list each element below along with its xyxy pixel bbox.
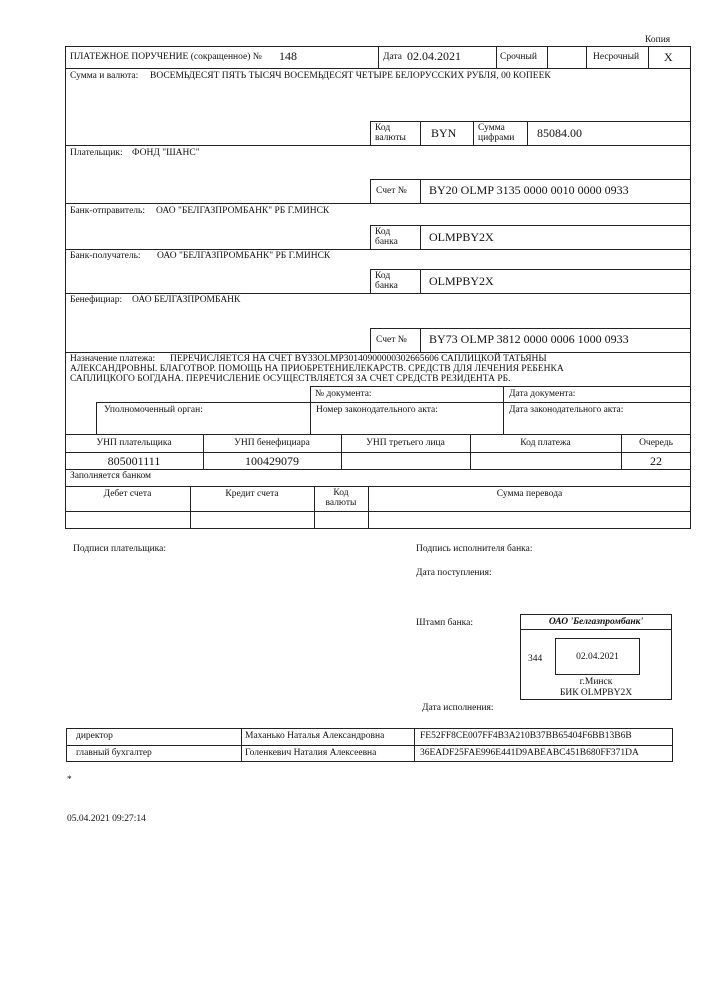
sender-bank-label: Банк-отправитель: <box>70 206 146 216</box>
non-urgent-label: Несрочный <box>593 52 640 62</box>
footnote-asterisk: * <box>67 775 72 785</box>
order-number: 148 <box>279 49 297 63</box>
sender-bank-code-label: Код банка <box>375 227 398 247</box>
receiver-bank-code-label: Код банка <box>375 271 398 291</box>
date-label: Дата <box>383 52 402 62</box>
transfer-sum-label: Сумма перевода <box>496 489 563 499</box>
purpose-line-3: САПЛИЦКОГО БОГДАНА. ПЕРЕЧИСЛЕНИЕ ОСУЩЕСТВЛЯЕТСЯ ЗА СЧЕТ СРЕДСТВ РЕЗИДЕНТА РБ. <box>70 374 511 384</box>
amount-label: Сумма и валюта: <box>70 71 139 81</box>
order-date: 02.04.2021 <box>407 49 461 63</box>
form-title: ПЛАТЕЖНОЕ ПОРУЧЕНИЕ (сокращенное) № <box>70 52 262 62</box>
currency-code-label: Код валюты <box>375 123 406 143</box>
urgent-label: Срочный <box>500 52 537 62</box>
amount-in-words: ВОСЕМЬДЕСЯТ ПЯТЬ ТЫСЯЧ ВОСЕМЬДЕСЯТ ЧЕТЫРЕ БЕЛОРУССКИХ РУБЛЯ, 00 КОПЕЕК <box>150 71 551 81</box>
receiver-bank-code: OLMPBY2X <box>429 274 494 288</box>
queue-label: Очередь <box>639 438 673 448</box>
act-number-label: Номер законодательного акта: <box>316 405 438 415</box>
receiver-bank-label: Банк-получатель: <box>70 251 141 261</box>
stamp-branch: 344 <box>528 654 543 664</box>
stamp-city: г.Минск <box>579 677 613 687</box>
payer-account-label: Счет № <box>376 186 407 196</box>
authority-label: Уполномоченный орган: <box>104 405 203 415</box>
purpose-label: Назначение платежа: <box>70 354 156 364</box>
non-urgent-mark: X <box>664 50 673 64</box>
doc-number-label: № документа: <box>315 389 372 399</box>
payment-code-label: Код платежа <box>520 438 571 448</box>
sum-digits: 85084.00 <box>537 126 582 140</box>
signer-role: главный бухгалтер <box>76 748 152 758</box>
payer-name: ФОНД "ШАНС" <box>132 148 200 158</box>
execution-date-label: Дата исполнения: <box>422 703 494 713</box>
signer-role: директор <box>76 731 113 741</box>
credit-label: Кредит счета <box>225 489 279 499</box>
receiver-bank-name: ОАО "БЕЛГАЗПРОМБАНК" РБ Г.МИНСК <box>157 251 331 261</box>
purpose-line-2: АЛЕКСАНДРОВНЫ. БЛАГОТВОР. ПОМОЩЬ НА ПРИОБРЕТЕНИЕЛЕКАРСТВ. СРЕДСТВ ДЛЯ ЛЕЧЕНИЯ РЕБЕНКА <box>70 364 564 374</box>
currency-code: BYN <box>431 126 457 140</box>
copy-label: Копия <box>645 35 671 45</box>
signer-name: Маханько Наталья Александровна <box>245 731 385 741</box>
beneficiary-unp: 100429079 <box>245 454 299 468</box>
queue-value: 22 <box>650 454 662 468</box>
bank-executor-signature-label: Подпись исполнителя банка: <box>416 544 533 554</box>
signer-hash: 36EADF25FAE996E441D9ABEABC451B680FF371DA <box>420 748 639 758</box>
sum-digits-label: Сумма цифрами <box>478 123 515 143</box>
payer-unp: 805001111 <box>107 454 161 468</box>
act-date-label: Дата законодательного акта: <box>509 405 624 415</box>
payer-signatures-label: Подписи плательщика: <box>73 544 166 554</box>
bank-section-label: Заполняется банком <box>70 471 152 481</box>
stamp-bank-name: ОАО 'Белгазпромбанк' <box>548 617 644 627</box>
beneficiary-account-label: Счет № <box>376 335 407 345</box>
print-timestamp: 05.04.2021 09:27:14 <box>67 814 146 824</box>
doc-date-label: Дата документа: <box>509 389 576 399</box>
receipt-date-label: Дата поступления: <box>416 568 492 578</box>
sender-bank-name: ОАО "БЕЛГАЗПРОМБАНК" РБ Г.МИНСК <box>156 206 330 216</box>
signer-hash: FE52FF8CE007FF4B3A210B37BB65404F6BB13B6B <box>420 731 632 741</box>
beneficiary-label: Бенефициар: <box>70 295 123 305</box>
beneficiary-name: ОАО БЕЛГАЗПРОМБАНК <box>132 295 241 305</box>
stamp-bic: БИК OLMPBY2X <box>559 688 633 698</box>
payer-label: Плательщик: <box>70 148 123 158</box>
payer-account: BY20 OLMP 3135 0000 0010 0000 0933 <box>429 183 629 197</box>
beneficiary-unp-label: УНП бенефициара <box>234 438 310 448</box>
purpose-line-1: ПЕРЕЧИСЛЯЕТСЯ НА СЧЕТ BY33OLMP30140900000302665606 САПЛИЦКОЙ ТАТЬЯНЫ <box>170 354 547 364</box>
signer-name: Голенкевич Наталия Алексеевна <box>245 748 377 758</box>
third-party-unp-label: УНП третьего лица <box>366 438 445 448</box>
stamp-date: 02.04.2021 <box>576 652 619 662</box>
bank-currency-code-label: Код валюты <box>325 488 357 508</box>
beneficiary-account: BY73 OLMP 3812 0000 0006 1000 0933 <box>429 332 629 346</box>
sender-bank-code: OLMPBY2X <box>429 230 494 244</box>
debit-label: Дебет счета <box>103 489 152 499</box>
payer-unp-label: УНП плательщика <box>96 438 172 448</box>
bank-stamp-label: Штамп банка: <box>416 618 473 628</box>
